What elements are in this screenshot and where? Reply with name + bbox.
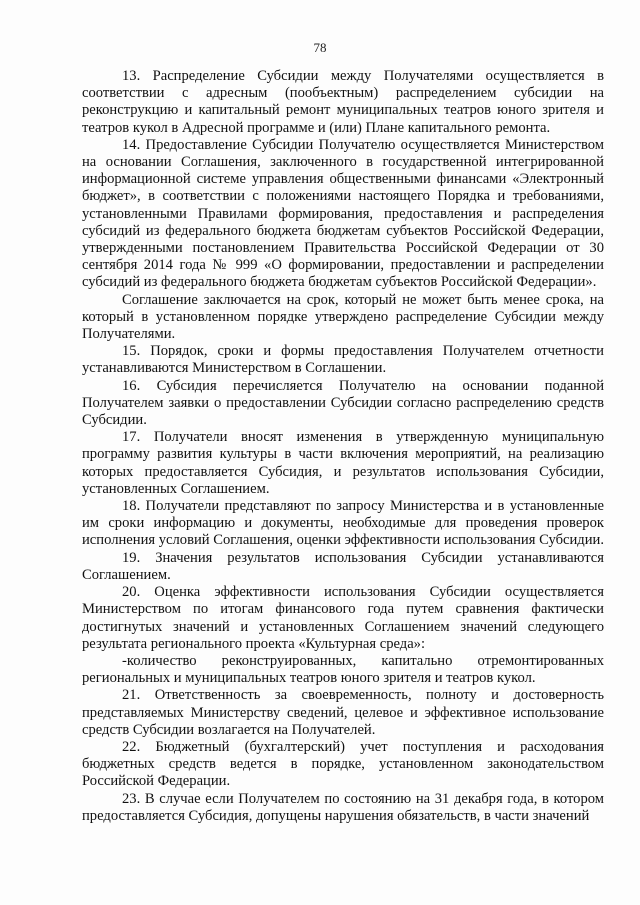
paragraph-16: 16. Субсидия перечисляется Получателю на основании поданной Получателем заявки о предоставлении Субсидии согласно распределению средств Субсидии. — [82, 377, 604, 429]
paragraph-17: 17. Получатели вносят изменения в утвержденную муниципальную программу развития культуры в части включения мероприятий, на реализацию которых предоставляется Субсидия, и результатов использования Субсидии, установленных Соглашением. — [82, 429, 604, 497]
paragraph-20-list-item: -количество реконструированных, капитально отремонтированных региональных и муниципальных театров юного зрителя и театров кукол. — [82, 652, 604, 687]
document-body — [82, 68, 604, 825]
paragraph-15: 15. Порядок, сроки и формы предоставления Получателем отчетности устанавливаются Министерством в Соглашении. — [82, 343, 604, 377]
paragraph-14: 14. Предоставление Субсидии Получателю осуществляется Министерством на основании Соглашения, заключенного в государственной интегрированной информационной системе управления общественными финансами «Электронный бюджет», в соответствии с положениями настоящего Порядка и требованиями, установленными Правилами формирования, предоставления и распределения субсидий из федерального бюджета бюджетам субъектов Российской Федерации, утвержденными постановлением Правительства Российской Федерации от 30 сентября 2014 года № 999 «О формировании, предоставлении и распределении субсидий из федерального бюджета бюджетам субъектов Российской Федерации». — [82, 136, 604, 291]
page-number: 78 — [313, 40, 327, 55]
paragraph-20: 20. Оценка эффективности использования Субсидии осуществляется Министерством по итогам финансового года путем сравнения фактически достигнутых значений и установленных Соглашением значений следующего результата регионального проекта «Культурная среда»: — [82, 584, 604, 652]
paragraph-18: 18. Получатели представляют по запросу Министерства и в установленные им сроки информацию и документы, необходимые для проведения проверок исполнения условий Соглашения, оценки эффективности использования Субсидии. — [82, 498, 604, 549]
paragraph-23: 23. В случае если Получателем по состоянию на 31 декабря года, в котором предоставляется Субсидия, допущены нарушения обязательств, в части значений — [82, 790, 604, 824]
paragraph-21: 21. Ответственность за своевременность, полноту и достоверность представляемых Министерству сведений, целевое и эффективное использование средств Субсидии возлагается на Получателей. — [82, 687, 604, 738]
paragraph-19: 19. Значения результатов использования Субсидии устанавливаются Соглашением. — [82, 549, 604, 583]
paragraph-13: 13. Распределение Субсидии между Получателями осуществляется в соответствии с адресным (пообъектным) распределением субсидии на реконструкцию и капитальный ремонт муниципальных театров юного зрителя и театров кукол в Адресной программе и (или) Плане капитального ремонта. — [82, 68, 604, 136]
paragraph-22: 22. Бюджетный (бухгалтерский) учет поступления и расходования бюджетных средств ведется в порядке, установленном законодательством Российской Федерации. — [82, 738, 604, 790]
paragraph-agreement-term: Соглашение заключается на срок, который не может быть менее срока, на который в установленном порядке утверждено распределение Субсидии между Получателями. — [82, 291, 604, 343]
